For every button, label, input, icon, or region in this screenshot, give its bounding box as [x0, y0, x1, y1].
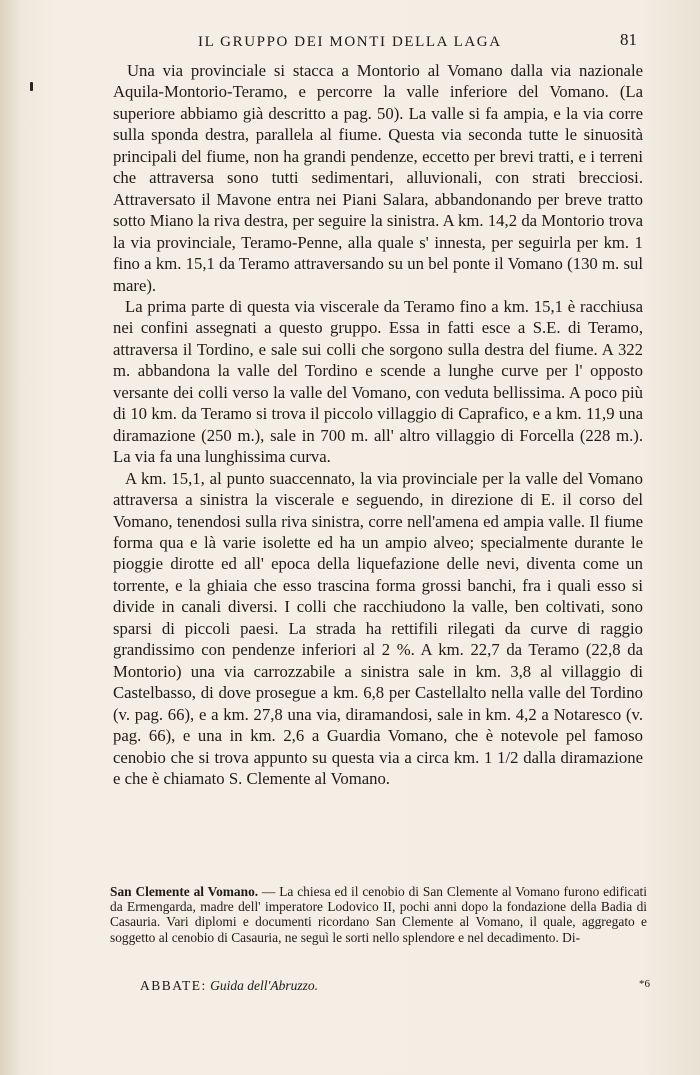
footnote: [110, 884, 647, 945]
paragraph: A km. 15,1, al punto suaccennato, la via provinciale per la valle del Vomano attraversa a sinistra la viscerale e seguendo, in direzione di E. il corso del Vomano, tenendosi sulla riva sinistra, corre nell'amena ed ampia valle. Il fiume forma qua e là varie isolette ed ha un ampio alveo; specialmente durante le pioggie dirotte ed all' epoca della liquefazione delle nevi, diventa come un torrente, e la ghiaia che esso trascina forma grossi banchi, fra i quali esso si divide in canali diversi. I colli che racchiudono la valle, ben coltivati, sono sparsi di piccoli paesi. La strada ha rettifili rilegati da curve di raggio grandissimo con pendenze inferiori al 2 %. A km. 22,7 da Teramo (22,8 da Montorio) una via carrozzabile a sinistra sale in km. 3,8 al villaggio di Castelbasso, di dove prosegue a km. 6,8 per Castellalto nella valle del Tordino (v. pag. 66), e a km. 27,8 una via, diramandosi, sale in km. 4,2 a Notaresco (v. pag. 66), e una in km. 2,6 a Guardia Vomano, che è notevole pel famoso cenobio che si trova appunto su questa via a circa km. 1 1/2 dalla diramazione e che è chiamato S. Clemente al Vomano.: [113, 468, 643, 788]
running-title: IL GRUPPO DEI MONTI DELLA LAGA: [198, 34, 502, 50]
footnote-text: — La chiesa ed il cenobio di San Clemente al Vomano furono edificati da Ermengarda, madre dell' imperatore Lodovico II, pochi anni dopo la fondazione della Badia di Casauria. Vari diplomi e documenti ricordano San Clemente al Vomano, il quale, aggregato e soggetto al cenobio di Casauria, ne seguì le sorti nello splendore e nel decadimento. Di-: [110, 884, 647, 945]
body-text: [113, 60, 643, 789]
footnote-title: San Clemente al Vomano.: [110, 884, 259, 899]
paragraph: La prima parte di questa via viscerale da Teramo fino a km. 15,1 è racchiusa nei confini assegnati a questo gruppo. Essa in fatti esce a S.E. di Teramo, attraversa il Tordino, e sale sui colli che sorgono sulla destra del fiume. A 322 m. abbandona la valle del Tordino e scende a lunghe curve per l' opposto versante dei colli verso la valle del Vomano, con veduta bellissima. A poco più di 10 km. da Teramo si trova il piccolo villaggio di Caprafico, e a km. 11,9 una diramazione (250 m.), sale in 700 m. all' altro villaggio di Forcella (228 m.). La via fa una lunghissima curva.: [113, 296, 643, 467]
margin-mark: [30, 82, 33, 91]
paragraph: Una via provinciale si stacca a Montorio al Vomano dalla via nazionale Aquila-Montorio-Teramo, e percorre la valle inferiore del Vomano. (La superiore abbiamo già descritto a pag. 50). La valle si fa ampia, e la via corre sulla sponda destra, parallela al fiume. Questa via seconda tutte le sinuosità principali del fiume, non ha grandi pendenze, eccetto per brevi tratti, e i terreni che attraversa sono tutti sedimentari, alluvionali, con strati brecciosi. Attraversato il Mavone entra nei Piani Salara, abbandonando per breve tratto sotto Miano la riva destra, per seguire la sinistra. A km. 14,2 da Montorio trova la via provinciale, Teramo-Penne, alla quale s' innesta, per seguirla per km. 1 fino a km. 15,1 da Teramo attraversando su un bel ponte il Vomano (130 m. sul mare).: [113, 61, 643, 295]
page-footer: [140, 978, 660, 1000]
footer-work-title: Guida dell'Abruzzo.: [210, 978, 319, 993]
page-number: 81: [620, 30, 637, 49]
page-header: [0, 30, 700, 60]
signature-mark: *6: [639, 978, 650, 990]
footer-author: ABBATE:: [140, 978, 207, 993]
